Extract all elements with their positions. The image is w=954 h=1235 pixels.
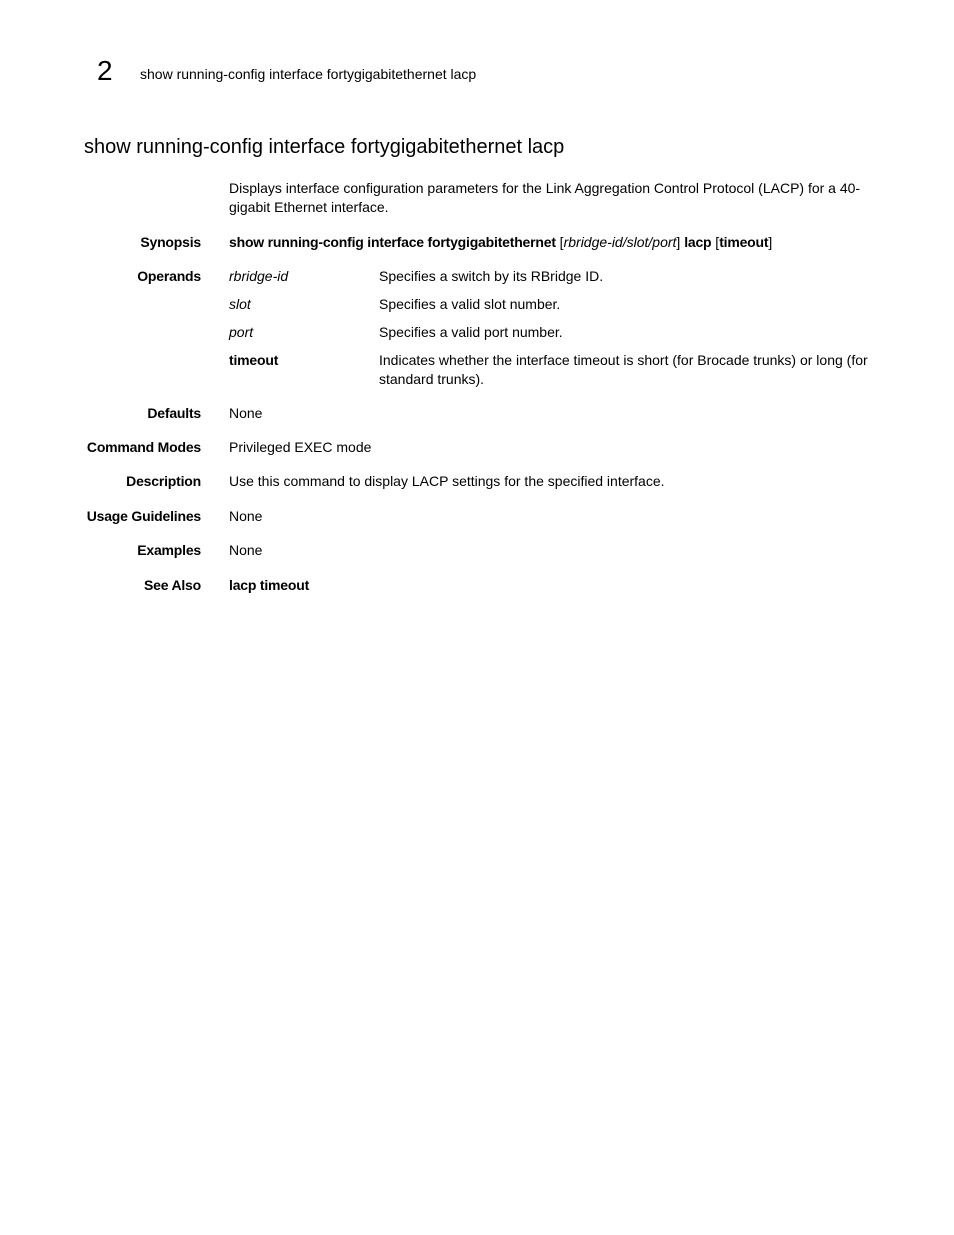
- operand-name-rbridge-id: rbridge-id: [229, 268, 289, 284]
- synopsis-opt-keyword: timeout: [719, 234, 769, 250]
- synopsis-bracket-open: [: [555, 234, 564, 250]
- operand-desc-port: Specifies a valid port number.: [379, 324, 563, 340]
- synopsis-param: rbridge-id/slot/port: [563, 234, 677, 250]
- synopsis-bracket-close: ]: [676, 234, 685, 250]
- see-also-link[interactable]: lacp timeout: [229, 577, 310, 593]
- synopsis-label: Synopsis: [140, 234, 201, 250]
- synopsis-opt-close: ]: [768, 234, 773, 250]
- operand-desc-slot: Specifies a valid slot number.: [379, 296, 561, 312]
- defaults-label: Defaults: [147, 405, 201, 421]
- operands-label: Operands: [137, 268, 201, 284]
- synopsis-keyword: lacp: [684, 234, 712, 250]
- synopsis-content: [229, 233, 772, 252]
- chapter-number: 2: [97, 55, 113, 86]
- operand-name-timeout: timeout: [229, 352, 279, 368]
- description-value: Use this command to display LACP settings for the specified interface.: [229, 473, 665, 489]
- command-modes-label: Command Modes: [86, 439, 201, 455]
- intro-paragraph: Displays interface configuration parameters for the Link Aggregation Control Protocol (LACP) for a 40-gigabit Ethernet interface.: [229, 180, 861, 215]
- usage-guidelines-label: Usage Guidelines: [86, 508, 201, 524]
- examples-label: Examples: [137, 542, 201, 558]
- see-also-label: See Also: [143, 577, 201, 593]
- synopsis-command: show running-config interface fortygigabitethernet: [229, 234, 556, 250]
- page-title: show running-config interface fortygigabitethernet lacp: [84, 136, 565, 158]
- synopsis-opt-open: [: [711, 234, 720, 250]
- operand-name-port: port: [229, 324, 254, 340]
- usage-guidelines-value: None: [229, 508, 263, 524]
- command-modes-value: Privileged EXEC mode: [229, 439, 372, 455]
- running-header: show running-config interface fortygigabitethernet lacp: [140, 66, 477, 82]
- operand-desc-timeout: Indicates whether the interface timeout is short (for Brocade trunks) or long (for standard trunks).: [379, 352, 868, 387]
- operand-name-slot: slot: [229, 296, 251, 312]
- description-label: Description: [126, 473, 201, 489]
- examples-value: None: [229, 542, 263, 558]
- operand-desc-rbridge-id: Specifies a switch by its RBridge ID.: [379, 268, 604, 284]
- defaults-value: None: [229, 405, 263, 421]
